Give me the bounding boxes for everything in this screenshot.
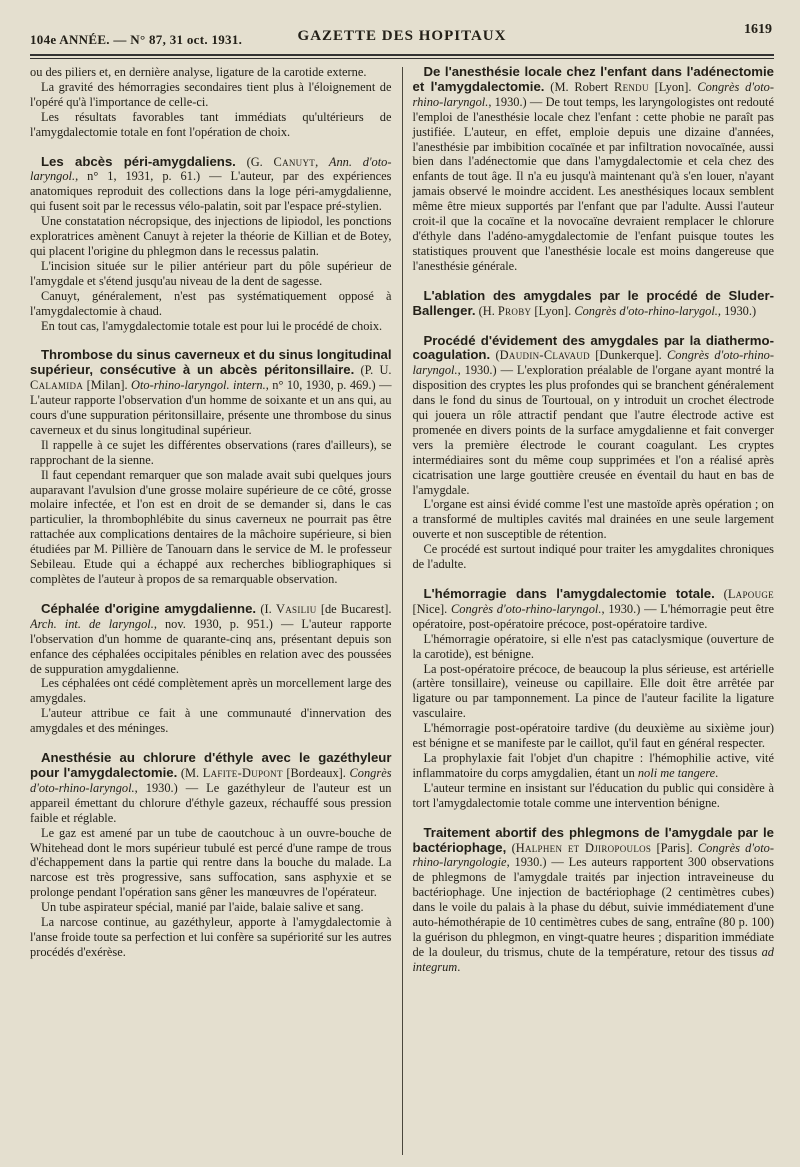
journal-title: GAZETTE DES HOPITAUX [297, 28, 507, 44]
ref-mid: [Dunkerque]. [589, 348, 668, 363]
paragraph: ou des piliers et, en dernière analyse, ligature de la carotide externe. [30, 65, 367, 79]
article-body: , n° 1, 1931, p. 61.) — L'auteur, par des expériences anatomiques reproduit des collections dans la loge péri-amygdalienne, qui fusent soit par le recessus vélo-palatin, soit par l'espace pré-stylien. [30, 169, 392, 214]
paragraph: L'auteur termine en insistant sur l'éducation du public qui considère à tort l'amygdalectomie totale comme une intervention bénigne. [412, 780, 774, 810]
paragraph: L'incision située sur le pilier antérieur part du pôle supérieur de l'amygdale et s'étend jusqu'au niveau de la dent de sagesse. [30, 258, 392, 288]
article-body: , 1930.) — L'exploration préalable de l'organe ayant montré la disposition des cryptes les plus profondes qui se branchent généralement dans le fond du sinus de Tourtoual, on y introduit un crochet électrode qui jouera un rôle attractif pendant que l'autre électrode active est promenée en divers points de la surface amygdalienne et fait converger vers la première électrode le courant coagulant. Les cryptes intermédiaires sont du même coup supprimées et l'on a réalisé après cicatrisation une large gouttière creusée en éventail du haut en bas de l'amygdale. [412, 363, 774, 497]
article-body: , 1930.) — L'hémorragie peut être opératoire, post-opératoire précoce, post-opératoire tardive. [412, 601, 774, 631]
paragraph: Il faut cependant remarquer que son malade avait subi quelques jours auparavant l'avulsion d'une grosse molaire supérieure de ce côté, grosse molaire infectée, et l'on est en droit de se demander si, dans le cas particulier, la thrombophlébite du sinus caverneux ne pourrait pas être rattachée aux complications dentaires de la mâchoire supérieure, si bien étudiées par M. Pillière de Tanouarn dans le service de M. le professeur Sebileau. Etude qui a échappé aux recherches bibliographiques si complètes de l'auteur à propos de sa remarquable observation. [30, 467, 392, 586]
article-sluder-ballenger [412, 289, 774, 319]
ref-open: (M. [177, 765, 203, 780]
ref-open: (P. U. [354, 363, 392, 378]
journal-ref: Congrès d'oto-rhino-laryngol. [412, 348, 774, 378]
article-bacteriophage [412, 826, 774, 975]
paragraph: Un tube aspirateur spécial, manié par l'aide, balaie salive et sang. [41, 900, 364, 915]
ref-mid: [Lyon]. [531, 303, 575, 318]
ref-open: (G. [235, 154, 274, 169]
author: Halphen et Djiropoulos [515, 840, 652, 855]
paragraph: La post-opératoire précoce, de beaucoup la plus sérieuse, est artérielle (artère tonsillaire), veineuse ou capillaire. Elle doit être arrêtée par ligature ou par tamponnement. La pince de l'auteur facilite la ligature vasculaire. [412, 661, 774, 721]
author: Vasiliu [276, 601, 317, 616]
article-hemorragie [412, 587, 774, 811]
header-rule [30, 54, 774, 56]
author: Proby [497, 303, 532, 318]
article-anesthesie-locale [412, 65, 774, 274]
journal-ref: Oto-rhino-laryngol. intern. [131, 378, 266, 393]
journal-ref: Arch. int. de laryngol. [30, 616, 154, 631]
issue-line: 104e ANNÉE. — N° 87, 31 oct. 1931. [30, 32, 243, 47]
page-header [30, 18, 774, 52]
article-title: Traitement abortif des phlegmons de l'amygdale par le bactériophage, [412, 824, 774, 855]
latin-phrase: ad integrum [412, 944, 774, 974]
ref-mid: [Milan]. [83, 378, 132, 393]
article-title: L'hémorragie dans l'amygdalectomie totale. [423, 586, 715, 601]
article-anesthesie-chlorure [30, 751, 392, 960]
author: Lapouge [727, 587, 774, 601]
paragraph: Il rappelle à ce sujet les différentes observations (rares d'ailleurs), se rapprochant de la sienne. [30, 437, 392, 467]
article-title: Thrombose du sinus caverneux et du sinus longitudinal supérieur, consécutive à un abcès péritonsillaire. [30, 347, 392, 378]
continued-article [30, 65, 392, 140]
ref-open: (I. [256, 601, 276, 616]
article-title: De l'anesthésie locale chez l'enfant dans l'adénectomie et l'amygdalectomie. [412, 65, 774, 94]
author: Rendu [614, 79, 649, 94]
paragraph: Canuyt, généralement, n'est pas systématiquement opposé à l'amygdalectomie à chaud. [30, 288, 392, 318]
journal-ref: Congrès d'oto-rhino-laryngol. [30, 765, 392, 795]
journal-ref: Ann. d'oto-laryngol. [30, 154, 392, 184]
article-body: , nov. 1930, p. 951.) — L'auteur rapporte l'observation d'un homme de quarante-cinq ans, présentant depuis son enfance des céphalées occipitales pénibles en relation avec des poussées de suppuration amygdalienne. [30, 616, 392, 676]
ref-open: ( [506, 840, 516, 855]
paragraph: Les résultats favorables tant immédiats qu'ultérieurs de l'amygdalectomie totale en font l'opération de choix. [30, 109, 392, 139]
paragraph: L'hémorragie post-opératoire tardive (du deuxième au sixième jour) est bénigne et se manifeste par le caillot, qu'il faut en général respecter. [412, 721, 774, 751]
paragraph: La narcose continue, au gazéthyleur, apporte à l'amygdalectomie à l'anse froide toute sa perfection et lui confère sa supériorité sur les autres procédés d'exérèse. [30, 915, 392, 959]
paragraph: L'hémorragie opératoire, si elle n'est pas cataclysmique (ouverture de la carotide), est bénigne. [412, 631, 774, 661]
author: Lafite-Dupont [202, 765, 283, 780]
journal-ref: Congrès d'oto-rhino-laryngol. [451, 601, 602, 616]
paragraph-end: . [715, 765, 719, 780]
paragraph: Ce procédé est surtout indiqué pour traiter les amygdalites chroniques de l'adulte. [412, 542, 774, 572]
author: Daudin-Clavaud [499, 348, 590, 363]
ref-open: (M. Robert [544, 79, 614, 94]
paragraph-end: . [457, 959, 461, 974]
journal-ref: Congrès d'oto-rhino-laryngologie [412, 840, 774, 870]
left-column [30, 65, 402, 1155]
article-title: L'ablation des amygdales par le procédé de Sluder-Ballenger. [412, 287, 774, 318]
latin-phrase: noli me tangere [637, 765, 716, 780]
paragraph: L'organe est ainsi évidé comme l'est une mastoïde après opération ; on a transformé de multiples cavités mal drainées en une seule largement ouverte et non susceptible de rétention. [412, 497, 774, 542]
ref-mid: [de Bucarest]. [316, 601, 392, 616]
paragraph: Les céphalées ont cédé complètement après un morcellement large des amygdales. [30, 676, 392, 706]
article-title: Céphalée d'origine amygdalienne. [41, 600, 257, 616]
ref-open: ( [714, 587, 728, 601]
article-cephalee [30, 602, 392, 736]
journal-ref: Congrès d'oto-rhino-larygol. [574, 303, 718, 318]
paragraph: En tout cas, l'amygdalectomie totale est pour lui le procédé de choix. [41, 318, 383, 333]
paragraph-text: La prophylaxie fait l'objet d'un chapitre : l'hémophilie active, vité inflammatoire du corps amygdalien, étant un [412, 750, 774, 780]
paragraph: L'auteur attribue ce fait à une communauté d'innervation des amygdales et des méninges. [30, 706, 392, 736]
article-thrombose-sinus [30, 348, 392, 587]
article-body: , n° 10, 1930, p. 469.) — L'auteur rapporte l'observation d'un homme de soixante et un ans qui, au cours d'une suppuration péritonsillaire, présente une thrombose du sinus caverneux et du sinus longitudinal supérieur. [30, 378, 392, 437]
article-title: Anesthésie au chlorure d'éthyle avec le gazéthyleur pour l'amygdalectomie. [30, 750, 392, 780]
article-body: , 1930.) [717, 303, 757, 318]
article-body: , 1930.) — Le gazéthyleur de l'auteur est un appareil émettant du chlorure d'éthyle gazeux, réchauffé sous pression faible et réglable. [30, 780, 392, 825]
author: Canuyt [273, 154, 316, 169]
paragraph: Une constatation nécropsique, des injections de lipiodol, les ponctions exploratrices amènent Canuyt à rejeter la théorie de Killian et de Botey, qui placent l'origine du phlegmon dans le recessus palatin. [30, 214, 392, 258]
article-body: , 1930.) — De tout temps, les laryngologistes ont redouté l'emploi de l'anesthésie locale chez l'enfant : cette phobie ne paraît pas justifiée. L'auteur, en effet, emploie depuis une dizaine d'années, l'anesthésie par imbibition cocaïnée et par infiltration novocaïnée, aussi bien dans l'adénectomie que dans l'amygdalectomie et cela chez des enfants de tout âge. Il n'a eu jusqu'à maintenant qu'à s'en louer, n'ayant jamais observé le moindre accident. Les anesthésiques locaux semblent même être mieux supportés par l'enfant que par l'adulte. Aussi l'auteur croit-il que la cocaïne et la novocaïne devraient remplacer le chlorure d'éthyle dans l'adéno-amygdalectomie de l'enfant puisque toutes les statistiques prouvent que l'anesthésie locale est moins dangereuse que l'anesthésie générale. [412, 94, 774, 273]
two-column-body [30, 65, 774, 1155]
article-title: Les abcès péri-amygdaliens. [41, 153, 236, 169]
paragraph: La gravité des hémorragies secondaires tient plus à l'éloignement de l'opéré qu'à l'importance de celle-ci. [30, 79, 392, 109]
author: Calamida [30, 378, 84, 393]
article-title: Procédé d'évidement des amygdales par la diathermo-coagulation. [412, 332, 774, 363]
right-column [402, 65, 774, 1155]
paragraph: Le gaz est amené par un tube de caoutchouc à un ouvre-bouche de Whitehead dont le mors supérieur tubulé est percé d'une rampe de trous d'échappement dans la partie qui rentre dans la bouche du malade. La narcose est très progressive, sans suffocation, sans asphyxie et se prolonge pendant l'opération sans gêner les manœuvres de l'opérateur. [30, 825, 392, 900]
ref-mid: [Lyon]. [648, 79, 698, 94]
ref-open: ( [490, 348, 500, 363]
article-diathermo-coagulation [412, 334, 774, 573]
ref-mid: [Bordeaux]. [282, 765, 350, 780]
ref-open: (H. [475, 303, 498, 318]
article-body: , 1930.) — Les auteurs rapportent 300 observations de phlegmons de l'amygdale traités par injection intraveineuse du bactériophage. Une injection de bactériophage (2 centimètres cubes) dans le voile du palais à la phase du début, suivie immédiatement d'une auto-hémothérapie de 10 centimètres cubes de sang, entraîne (80 p. 100) la guérison du phlegmon, en vingt-quatre heures ; disparition immédiate de la douleur, du trismus, chute de la température, retour des tissus [412, 855, 774, 959]
journal-ref: Congrès d'oto-rhino-laryngol. [412, 79, 774, 109]
header-rule-thin [30, 58, 774, 59]
ref-mid: [Paris]. [651, 840, 698, 855]
page-number: 1619 [744, 22, 772, 37]
article-abces-peri-amygdaliens: Les abcès péri-amygdaliens. (G. Canuyt, Ann. d'oto-laryngol., n° 1, 1931, p. 61.) — L'auteur, par des expériences anatomiques reproduit des collections dans la loge péri-amygdalienne, qui fusent soit par le recessus vélo-palatin, soit par l'espace pré-stylien. Une constatation nécropsique, des injections de lipiodol, les ponctions exploratrices amènent Canuyt à rejeter la théorie de Killian et de Botey, qui placent l'origine du phlegmon dans le recessus palatin. L'incision située sur le pilier antérieur part du pôle supérieur de l'amygdale et s'étend jusqu'au niveau de la dent de sagesse. Canuyt, généralement, n'est pas systématiquement opposé à l'amygdalectomie à chaud. En tout cas, l'amygdalectomie totale est pour lui le procédé de choix. [30, 153, 392, 333]
ref-mid: [Nice]. [412, 601, 452, 616]
